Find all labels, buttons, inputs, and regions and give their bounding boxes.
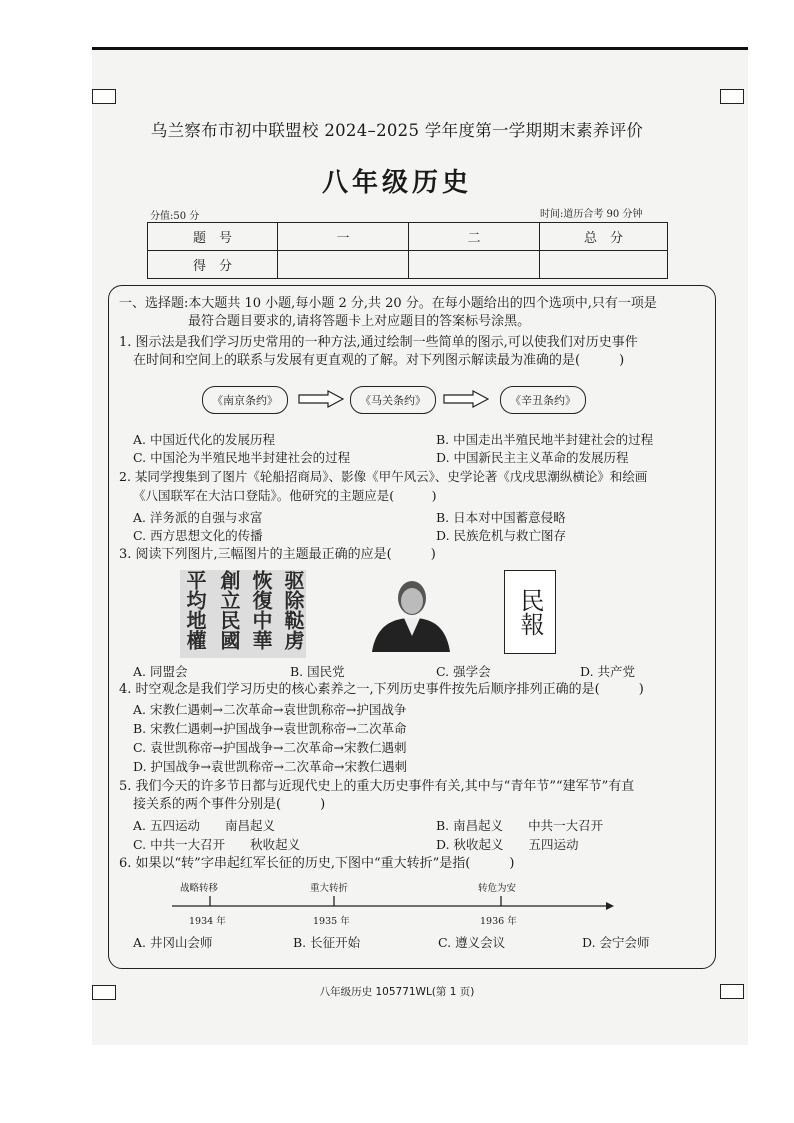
timeline-year: 1936 年 [480,916,517,927]
flow-box-maguan: 《马关条约》 [350,386,436,414]
table-cell: 题 号 [148,223,278,251]
q2-option-b[interactable]: B. 日本对中国蓄意侵略 [436,510,566,525]
q2-option-c[interactable]: C. 西方思想文化的传播 [133,528,263,543]
corner-mark-top-right [720,89,744,104]
corner-mark-top-left [92,89,116,104]
flow-box-xinchou: 《辛丑条约》 [500,386,586,414]
q6-option-d[interactable]: D. 会宁会师 [582,935,650,950]
timeline-axis [170,878,615,914]
section1-heading: 一、选择题:本大题共 10 小题,每小题 2 分,共 20 分。在每小题给出的四个选项中,只有一项是 [119,296,657,311]
q3-option-a[interactable]: A. 同盟会 [133,664,188,679]
q2-stem-cont: 《八国联军在大沽口登陆》。他研究的主题应是( ) [133,488,437,503]
calligraphy-column: 平均地權 [183,570,207,650]
calligraphy-column: 恢復中華 [249,570,273,650]
table-cell: 总 分 [540,223,668,251]
table-row [148,251,668,279]
timeline-label: 重大转折 [310,883,349,894]
q1-option-b[interactable]: B. 中国走出半殖民地半封建社会的过程 [436,432,654,447]
q1-stem: 1. 图示法是我们学习历史常用的一种方法,通过绘制一些简单的图示,可以使我们对历史事件 [119,335,638,350]
section1-heading-cont: 最符合题目要求的,请将答题卡上对应题目的答案标号涂黑。 [188,314,531,329]
q2-stem: 2. 某同学搜集到了图片《轮船招商局》、影像《甲午风云》、史学论著《戊戌思潮纵横论》和绘画 [119,469,648,484]
flow-arrow-icon [298,390,344,408]
q1-option-c[interactable]: C. 中国沦为半殖民地半封建社会的过程 [133,450,351,465]
q6-option-b[interactable]: B. 长征开始 [293,935,361,950]
q6-stem: 6. 如果以“转”字串起红军长征的历史,下图中“重大转折”是指( ) [119,856,515,871]
q5-option-d[interactable]: D. 秋收起义 五四运动 [436,837,579,852]
portrait-image [366,574,452,652]
q6-option-a[interactable]: A. 井冈山会师 [133,935,213,950]
q5-option-c[interactable]: C. 中共一大召开 秋收起义 [133,837,301,852]
timeline-label: 转危为安 [478,883,517,894]
q1-option-d[interactable]: D. 中国新民主主义革命的发展历程 [436,450,629,465]
q3-stem: 3. 阅读下列图片,三幅图片的主题最正确的应是( ) [119,547,436,562]
q4-option-b[interactable]: B. 宋教仁遇刺→护国战争→袁世凯称帝→二次革命 [133,721,407,736]
q2-option-d[interactable]: D. 民族危机与救亡图存 [436,528,567,543]
q2-option-a[interactable]: A. 洋务派的自强与求富 [133,510,263,525]
timeline-year: 1934 年 [189,916,226,927]
flow-arrow-icon [443,390,489,408]
subject-title: 八年级历史 [321,168,472,198]
q5-option-a[interactable]: A. 五四运动 南昌起义 [133,818,275,833]
q6-option-c[interactable]: C. 遵义会议 [438,935,506,950]
q4-option-c[interactable]: C. 袁世凯称帝→护国战争→二次革命→宋教仁遇刺 [133,740,407,755]
q4-option-a[interactable]: A. 宋教仁遇刺→二次革命→袁世凯称帝→护国战争 [133,702,407,717]
score-cell[interactable] [540,251,668,279]
q1-option-a[interactable]: A. 中国近代化的发展历程 [133,432,275,447]
exam-title: 乌兰察布市初中联盟校 2024–2025 学年度第一学期期末素养评价 [150,121,644,140]
flow-box-nanjing: 《南京条约》 [202,386,288,414]
table-cell: 得 分 [148,251,278,279]
score-cell[interactable] [409,251,540,279]
score-cell[interactable] [278,251,409,279]
newspaper-masthead: 民報 [504,570,556,654]
q4-option-d[interactable]: D. 护国战争→袁世凯称帝→二次革命→宋教仁遇刺 [133,759,407,774]
page-footer: 八年级历史 105771WL(第 1 页) [319,986,475,998]
q1-stem-cont: 在时间和空间上的联系与发展有更直观的了解。对下列图示解读最为准确的是( ) [133,353,625,368]
q5-option-b[interactable]: B. 南昌起义 中共一大召开 [436,818,604,833]
table-row [148,223,668,251]
score-table [147,222,668,279]
table-cell: 一 [278,223,409,251]
top-border-line [92,47,748,50]
calligraphy-column: 驱除鞑虏 [281,570,305,650]
timeline-year: 1935 年 [313,916,350,927]
q4-stem: 4. 时空观念是我们学习历史的核心素养之一,下列历史事件按先后顺序排列正确的是( ) [119,682,644,697]
calligraphy-column: 創立民國 [217,570,241,650]
timeline-label: 战略转移 [180,883,219,894]
q5-stem-cont: 接关系的两个事件分别是( ) [133,797,326,812]
time-info: 时间:道历合考 90 分钟 [540,209,643,220]
q3-option-b[interactable]: B. 国民党 [290,664,345,679]
table-cell: 二 [409,223,540,251]
q3-option-c[interactable]: C. 强学会 [436,664,491,679]
q5-stem: 5. 我们今天的许多节日都与近现代史上的重大历史事件有关,其中与“青年节”“建军节”有直 [119,779,635,794]
q3-option-d[interactable]: D. 共产党 [580,664,636,679]
score-info: 分值:50 分 [150,211,200,222]
